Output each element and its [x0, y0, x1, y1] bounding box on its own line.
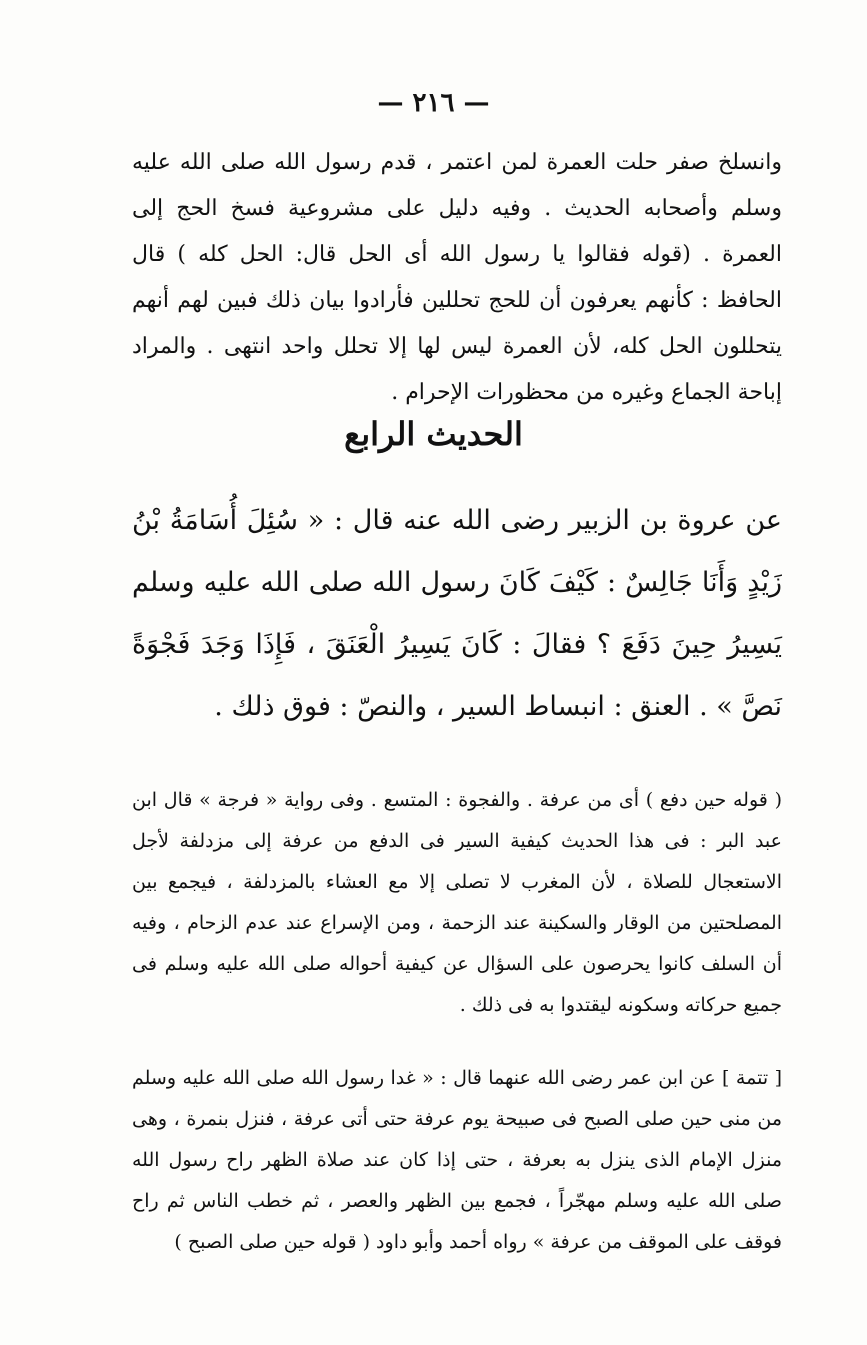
continuation-paragraph	[132, 140, 782, 416]
section-title: الحديث الرابع	[344, 415, 523, 453]
tatimma-paragraph	[132, 1058, 782, 1263]
hadith-paragraph	[132, 490, 782, 738]
page-number: — ٢١٦ —	[377, 88, 490, 118]
commentary-paragraph	[132, 780, 782, 1026]
commentary-text: ( قوله حين دفع ) أى من عرفة . والفجوة : المتسع . وفى رواية « فرجة » قال ابن عبد البر : فى هذا الحديث كيفية السير فى الدفع من عرفة إلى مزدلفة لأجل الاستعجال للصلاة ، لأن المغرب لا تصلى إلا مع العشاء بالمزدلفة ، فيجمع بين المصلحتين من الوقار والسكينة عند الزحمة ، ومن الإسراع عند عدم الزحام ، وفيه أن السلف كانوا يحرصون على السؤال عن كيفية أحواله صلى الله عليه وسلم فى جميع حركاته وسكونه ليقتدوا به فى ذلك .	[132, 789, 782, 1016]
tatimma-text: [ تتمة ] عن ابن عمر رضى الله عنهما قال : « غدا رسول الله صلى الله عليه وسلم من منى حين صلى الصبح فى صبيحة يوم عرفة حتى أتى عرفة ، فنزل بنمرة ، وهى منزل الإمام الذى ينزل به بعرفة ، حتى إذا كان عند صلاة الظهر راح رسول الله صلى الله عليه وسلم مهجّراً ، فجمع بين الظهر والعصر ، ثم خطب الناس ثم راح فوقف على الموقف من عرفة » رواه أحمد وأبو داود ( قوله حين صلى الصبح )	[132, 1067, 782, 1253]
hadith-text: عن عروة بن الزبير رضى الله عنه قال : « سُئِلَ أُسَامَةُ بْنُ زَيْدٍ وَأَنَا جَالِسٌ : كَيْفَ كَانَ رسول الله صلى الله عليه وسلم يَسِيرُ حِينَ دَفَعَ ؟ فقالَ : كَانَ يَسِيرُ الْعَنَقَ ، فَإِذَا وَجَدَ فَجْوَةً نَصَّ » . العنق : انبساط السير ، والنصّ : فوق ذلك .	[132, 505, 782, 722]
continuation-text: وانسلخ صفر حلت العمرة لمن اعتمر ، قدم رسول الله صلى الله عليه وسلم وأصحابه الحديث . وفيه دليل على مشروعية فسخ الحج إلى العمرة . (قوله فقالوا يا رسول الله أى الحل قال: الحل كله ) قال الحافظ : كأنهم يعرفون أن للحج تحللين فأرادوا بيان ذلك فبين لهم أنهم يتحللون الحل كله، لأن العمرة ليس لها إلا تحلل واحد انتهى . والمراد إباحة الجماع وغيره من محظورات الإحرام .	[132, 150, 782, 405]
